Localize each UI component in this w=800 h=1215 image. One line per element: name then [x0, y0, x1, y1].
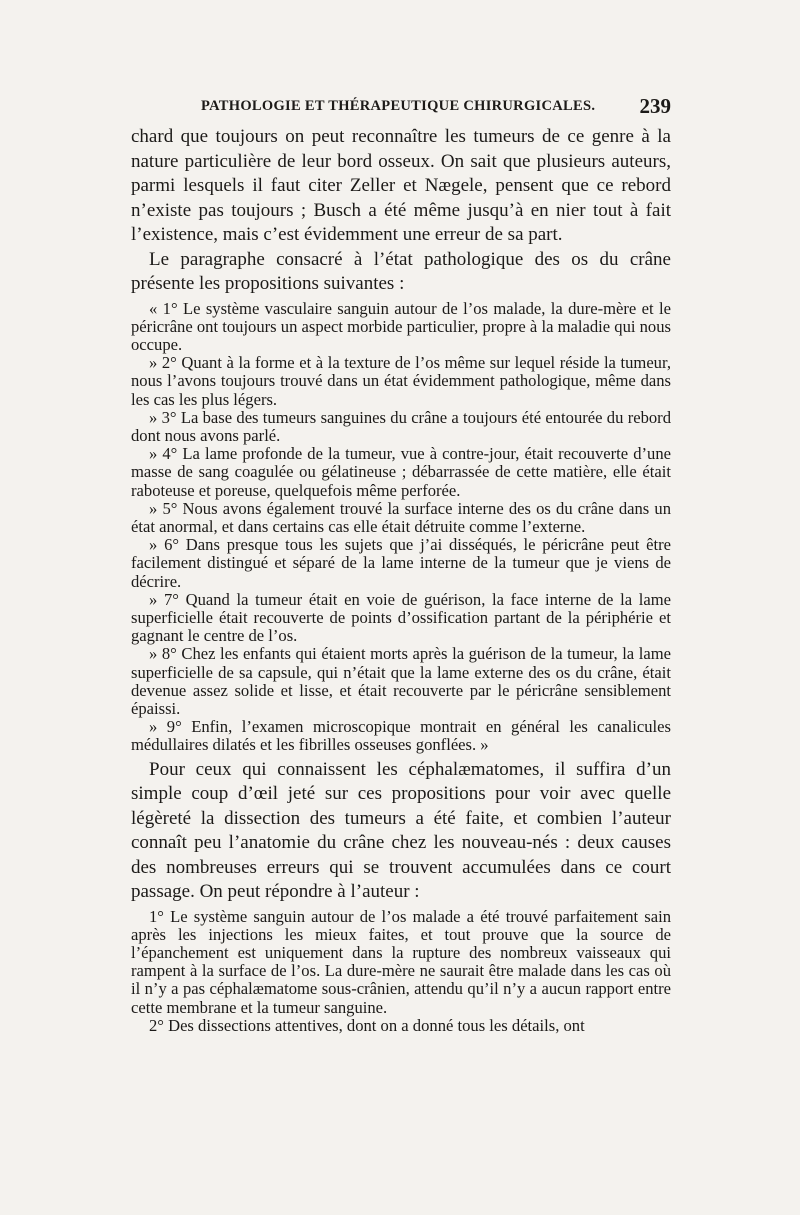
quoted-proposition: » 7° Quand la tumeur était en voie de guérison, la face interne de la lame superficielle était recouverte de points d’ossification partant de la périphérie et gagnant le centre de l’os. [131, 589, 671, 646]
page-header [131, 94, 671, 122]
response-propositions [131, 908, 671, 1035]
page-body [131, 125, 671, 1035]
quoted-proposition: « 1° Le système vasculaire sanguin autour de l’os malade, la dure-mère et le péricrâne ont toujours un aspect morbide particulier, propre à la maladie qui nous occupe. [131, 298, 671, 354]
running-head: PATHOLOGIE ET THÉRAPEUTIQUE CHIRURGICALES. [201, 98, 596, 114]
response-proposition: 1° Le système sanguin autour de l’os malade a été trouvé parfaitement sain après les injections les mieux faites, et tout prouve que la source de l’épanchement est uniquement dans la rupture des nombreux vaisseaux qui rampent à la surface de l’os. La dure-mère ne saurait être malade dans les cas où il n’y a pas céphalæmatome sous-crânien, attendu qu’il n’y a aucun rapport entre cette membrane et la tumeur sanguine. [131, 906, 671, 1017]
intro-paragraph-continuation: chard que toujours on peut reconnaître les tumeurs de ce genre à la nature particulière de leur bord osseux. On sait que plusieurs auteurs, parmi lesquels il faut citer Zeller et Nægele, pensent que ce rebord n’existe pas toujours ; Busch a été même jusqu’à en nier tout à fait l’existence, mais c’est évidemment une erreur de sa part. [131, 126, 671, 245]
intro-paragraph: Le paragraphe consacré à l’état pathologique des os du crâne présente les propositions suivantes : [131, 248, 671, 294]
page-number: 239 [639, 94, 671, 118]
quoted-propositions [131, 300, 671, 755]
commentary-paragraph: Pour ceux qui connaissent les céphalæmatomes, il suffira d’un simple coup d’œil jeté sur ces propositions pour voir avec quelle légèreté la dissection des tumeurs a été faite, et combien l’auteur connaît peu l’anatomie du crâne chez les nouveau-nés : deux causes des nombreuses erreurs qui se trouvent accumulées dans ce court passage. On peut répondre à l’auteur : [131, 758, 671, 903]
response-proposition: 2° Des dissections attentives, dont on a donné tous les détails, ont [149, 1015, 585, 1035]
quoted-proposition: » 2° Quant à la forme et à la texture de l’os même sur lequel réside la tumeur, nous l’avons toujours trouvé dans un état évidemment pathologique, même dans les cas les plus légers. [131, 353, 671, 409]
quoted-proposition: » 6° Dans presque tous les sujets que j’ai disséqués, le péricrâne peut être facilement distingué et séparé de la lame interne de la tumeur que je viens de décrire. [131, 535, 671, 591]
quoted-proposition: » 3° La base des tumeurs sanguines du crâne a toujours été entourée du rebord dont nous avons parlé. [131, 407, 671, 445]
quoted-proposition: » 9° Enfin, l’examen microscopique montrait en général les canalicules médullaires dilatés et les fibrilles osseuses gonflées. » [131, 717, 671, 755]
quoted-proposition: » 4° La lame profonde de la tumeur, vue à contre-jour, était recouverte d’une masse de sang coagulée ou gélatineuse ; débarrassée de cette matière, elle était raboteuse et poreuse, quelquefois même perforée. [131, 444, 671, 500]
quoted-proposition: » 8° Chez les enfants qui étaient morts après la guérison de la tumeur, la lame superficielle de sa capsule, qui n’était que la lame externe des os du crâne, était devenue assez solide et lisse, et était recouverte par le péricrâne sensiblement épaissi. [131, 644, 671, 718]
quoted-proposition: » 5° Nous avons également trouvé la surface interne des os du crâne dans un état anormal, et dans certains cas elle était détruite comme l’externe. [131, 498, 671, 536]
